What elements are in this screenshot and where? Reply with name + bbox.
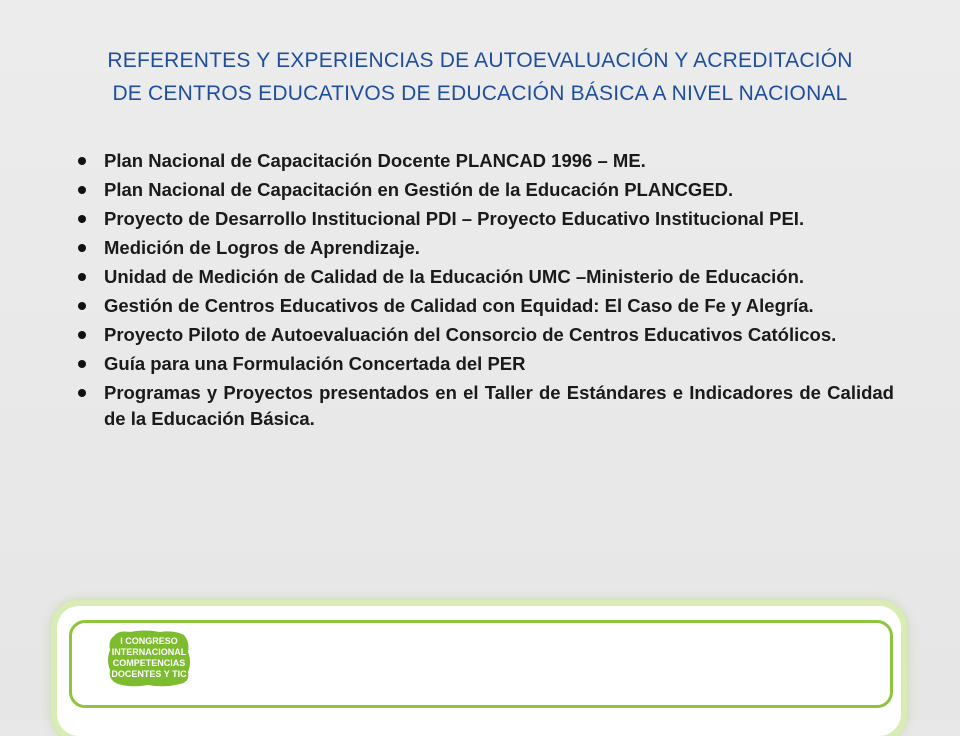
logo-text-line: I CONGRESO [120,636,178,646]
list-item-text: Proyecto Piloto de Autoevaluación del Consorcio de Centros Educativos Católicos. [104,324,837,345]
bullet-icon [78,331,86,339]
bullet-icon [78,186,86,194]
logo-text-line: COMPETENCIAS [112,658,186,668]
list-item [78,177,894,203]
bullet-icon [78,302,86,310]
list-item-text: Guía para una Formulación Concertada del PER [104,353,526,374]
list-item [78,351,894,377]
list-item [78,293,894,319]
list-item-text: Gestión de Centros Educativos de Calidad con Equidad: El Caso de Fe y Alegría. [104,295,814,316]
list-item-text: Unidad de Medición de Calidad de la Educación UMC –Ministerio de Educación. [104,266,805,287]
bullet-icon [78,360,86,368]
logo-text-line: INTERNACIONAL [111,647,187,657]
list-item [78,206,894,232]
list-item [78,264,894,290]
logo-text-line: DOCENTES Y TIC [111,669,187,679]
list-item [78,322,894,348]
bullet-list [78,148,894,435]
list-item-text: Medición de Logros de Aprendizaje. [104,237,420,258]
bullet-icon [78,157,86,165]
slide-title [40,44,920,110]
bullet-icon [78,244,86,252]
list-item-text: Plan Nacional de Capacitación en Gestión de la Educación PLANCGED. [104,179,734,200]
slide-title-line: DE CENTROS EDUCATIVOS DE EDUCACIÓN BÁSICA A NIVEL NACIONAL [112,82,848,105]
bullet-icon [78,215,86,223]
bullet-icon [78,273,86,281]
list-item [78,380,894,432]
list-item [78,235,894,261]
congress-logo-icon [104,628,194,688]
list-item-text: Proyecto de Desarrollo Institucional PDI – Proyecto Educativo Institucional PEI. [104,208,805,229]
bullet-icon [78,389,86,397]
list-item-text: Programas y Proyectos presentados en el Taller de Estándares e Indicadores de Calidad de la Educación Básica. [104,382,894,429]
list-item-text: Plan Nacional de Capacitación Docente PLANCAD 1996 – ME. [104,150,646,171]
slide-title-line: REFERENTES Y EXPERIENCIAS DE AUTOEVALUACIÓN Y ACREDITACIÓN [107,49,853,72]
list-item [78,148,894,174]
